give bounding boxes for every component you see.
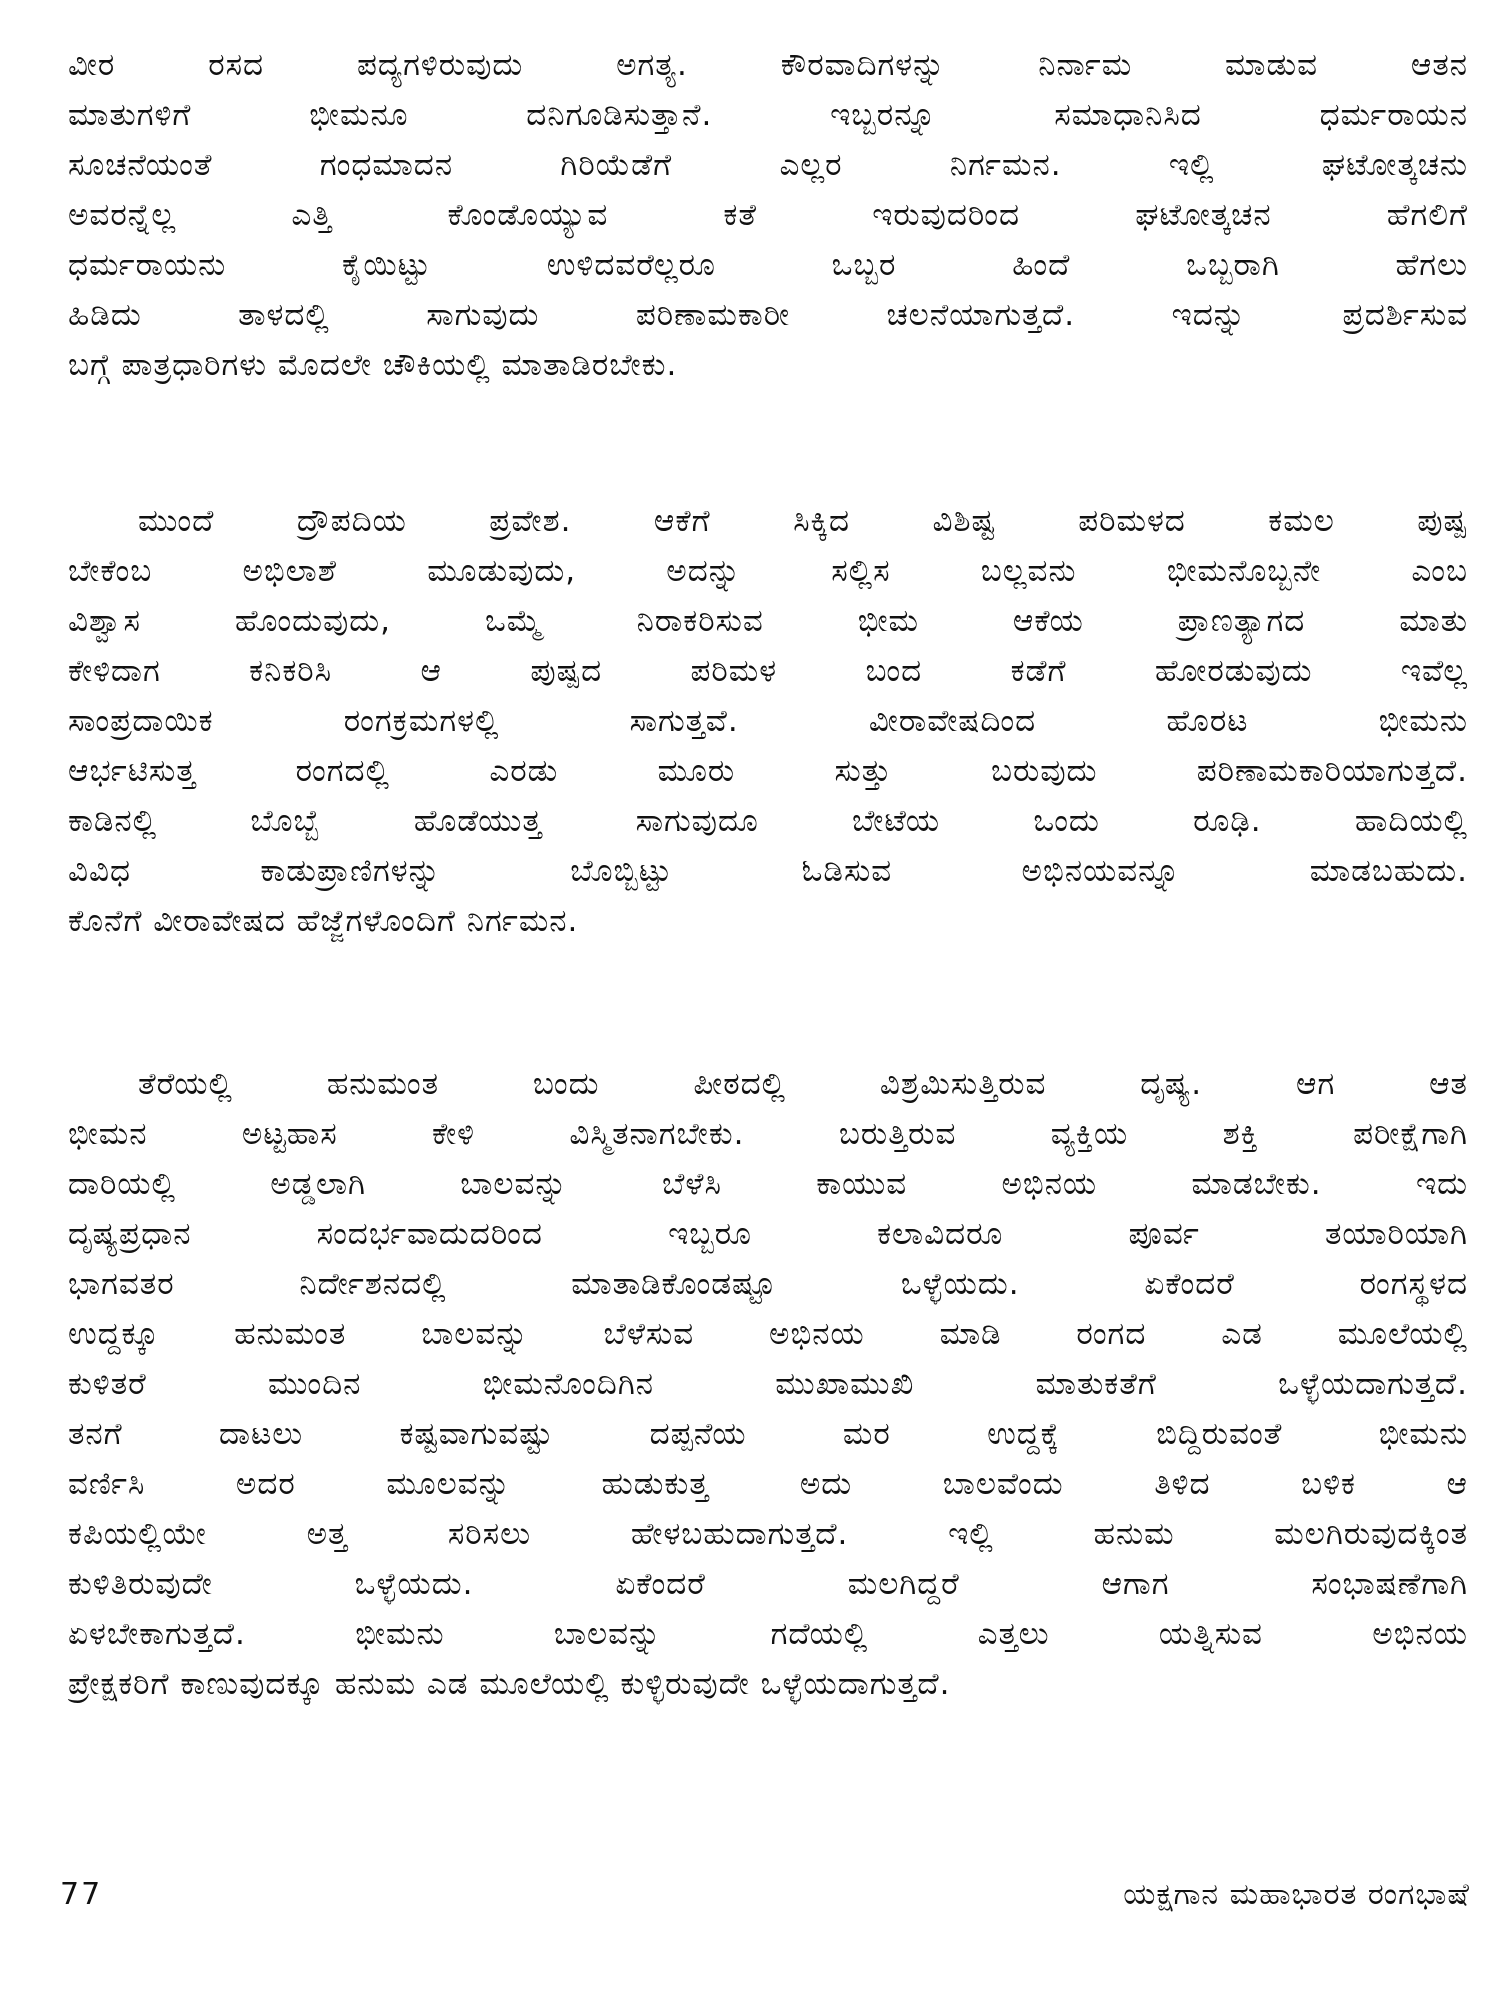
text-line: ತನಗೆ ದಾಟಲು ಕಷ್ಟವಾಗುವಷ್ಟು ದಪ್ಪನೆಯ ಮರ ಉದ್ದಕ್ಕೆ ಬಿದ್ದಿರುವಂತೆ ಭೀಮನು <box>68 1416 1468 1452</box>
paragraph-1 <box>68 40 1468 390</box>
text-line: ವರ್ಣಿಸಿ ಅದರ ಮೂಲವನ್ನು ಹುಡುಕುತ್ತ ಅದು ಬಾಲವೆಂದು ತಿಳಿದ ಬಳಿಕ ಆ <box>68 1466 1468 1502</box>
paragraph-3 <box>68 1059 1468 1709</box>
text-line: ಬಗ್ಗೆ ಪಾತ್ರಧಾರಿಗಳು ಮೊದಲೇ ಚೌಕಿಯಲ್ಲಿ ಮಾತಾಡಿರಬೇಕು. <box>68 347 678 383</box>
text-line: ಕೇಳಿದಾಗ ಕನಿಕರಿಸಿ ಆ ಪುಷ್ಪದ ಪರಿಮಳ ಬಂದ ಕಡೆಗೆ ಹೋರಡುವುದು ಇವೆಲ್ಲ <box>68 653 1468 689</box>
text-line: ವಿಶ್ವಾಸ ಹೊಂದುವುದು, ಒಮ್ಮೆ ನಿರಾಕರಿಸುವ ಭೀಮ ಆಕೆಯ ಪ್ರಾಣತ್ಯಾಗದ ಮಾತು <box>68 603 1468 639</box>
text-line: ಪ್ರೇಕ್ಷಕರಿಗೆ ಕಾಣುವುದಕ್ಕೂ ಹನುಮ ಎಡ ಮೂಲೆಯಲ್ಲಿ ಕುಳ್ಳಿರುವುದೇ ಒಳ್ಳೆಯದಾಗುತ್ತದೆ. <box>68 1666 951 1702</box>
text-line: ಉದ್ದಕ್ಕೂ ಹನುಮಂತ ಬಾಲವನ್ನು ಬೆಳೆಸುವ ಅಭಿನಯ ಮಾಡಿ ರಂಗದ ಎಡ ಮೂಲೆಯಲ್ಲಿ <box>68 1316 1468 1352</box>
text-line: ತೆರೆಯಲ್ಲಿ ಹನುಮಂತ ಬಂದು ಪೀಠದಲ್ಲಿ ವಿಶ್ರಮಿಸುತ್ತಿರುವ ದೃಷ್ಯ. ಆಗ ಆತ <box>138 1066 1468 1102</box>
page-footer <box>60 1875 1470 1915</box>
text-line: ಕೊನೆಗೆ ವೀರಾವೇಷದ ಹೆಜ್ಜೆಗಳೊಂದಿಗೆ ನಿರ್ಗಮನ. <box>68 903 579 939</box>
text-line: ಬೇಕೆಂಬ ಅಭಿಲಾಶೆ ಮೂಡುವುದು, ಅದನ್ನು ಸಲ್ಲಿಸ ಬಲ್ಲವನು ಭೀಮನೊಬ್ಬನೇ ಎಂಬ <box>68 553 1468 589</box>
text-line: ವೀರ ರಸದ ಪದ್ಯಗಳಿರುವುದು ಅಗತ್ಯ. ಕೌರವಾದಿಗಳನ್ನು ನಿರ್ನಾಮ ಮಾಡುವ ಆತನ <box>68 47 1468 83</box>
text-line: ದೃಷ್ಯಪ್ರಧಾನ ಸಂದರ್ಭವಾದುದರಿಂದ ಇಬ್ಬರೂ ಕಲಾವಿದರೂ ಪೂರ್ವ ತಯಾರಿಯಾಗಿ <box>68 1216 1468 1252</box>
text-line: ವಿವಿಧ ಕಾಡುಪ್ರಾಣಿಗಳನ್ನು ಬೊಬ್ಬಿಟ್ಟು ಓಡಿಸುವ ಅಭಿನಯವನ್ನೂ ಮಾಡಬಹುದು. <box>68 853 1468 889</box>
text-line: ದಾರಿಯಲ್ಲಿ ಅಡ್ಡಲಾಗಿ ಬಾಲವನ್ನು ಬೆಳೆಸಿ ಕಾಯುವ ಅಭಿನಯ ಮಾಡಬೇಕು. ಇದು <box>68 1166 1468 1202</box>
paragraph-2 <box>68 496 1468 946</box>
text-line: ಧರ್ಮರಾಯನು ಕೈಯಿಟ್ಟು ಉಳಿದವರೆಲ್ಲರೂ ಒಬ್ಬರ ಹಿಂದೆ ಒಬ್ಬರಾಗಿ ಹೆಗಲು <box>68 247 1468 283</box>
page-number: 77 <box>60 1877 103 1912</box>
text-line: ಏಳಬೇಕಾಗುತ್ತದೆ. ಭೀಮನು ಬಾಲವನ್ನು ಗದೆಯಲ್ಲಿ ಎತ್ತಲು ಯತ್ನಿಸುವ ಅಭಿನಯ <box>68 1616 1468 1652</box>
text-line: ಅವರನ್ನೆಲ್ಲ ಎತ್ತಿ ಕೊಂಡೊಯ್ಯುವ ಕತೆ ಇರುವುದರಿಂದ ಘಟೋತ್ಕಚನ ಹೆಗಲಿಗೆ <box>68 197 1468 233</box>
text-line: ಭಾಗವತರ ನಿರ್ದೇಶನದಲ್ಲಿ ಮಾತಾಡಿಕೊಂಡಷ್ಟೂ ಒಳ್ಳೆಯದು. ಏಕೆಂದರೆ ರಂಗಸ್ಥಳದ <box>68 1266 1468 1302</box>
text-line: ಹಿಡಿದು ತಾಳದಲ್ಲಿ ಸಾಗುವುದು ಪರಿಣಾಮಕಾರೀ ಚಲನೆಯಾಗುತ್ತದೆ. ಇದನ್ನು ಪ್ರದರ್ಶಿಸುವ <box>68 297 1468 333</box>
text-line: ಕಪಿಯಲ್ಲಿಯೇ ಅತ್ತ ಸರಿಸಲು ಹೇಳಬಹುದಾಗುತ್ತದೆ. ಇಲ್ಲಿ ಹನುಮ ಮಲಗಿರುವುದಕ್ಕಿಂತ <box>68 1516 1468 1552</box>
text-line: ಕಾಡಿನಲ್ಲಿ ಬೊಬ್ಬೆ ಹೊಡೆಯುತ್ತ ಸಾಗುವುದೂ ಬೇಟೆಯ ಒಂದು ರೂಢಿ. ಹಾದಿಯಲ್ಲಿ <box>68 803 1468 839</box>
text-line: ಕುಳಿತರೆ ಮುಂದಿನ ಭೀಮನೊಂದಿಗಿನ ಮುಖಾಮುಖಿ ಮಾತುಕತೆಗೆ ಒಳ್ಳೆಯದಾಗುತ್ತದೆ. <box>68 1366 1468 1402</box>
text-line: ಸಾಂಪ್ರದಾಯಿಕ ರಂಗಕ್ರಮಗಳಲ್ಲಿ ಸಾಗುತ್ತವೆ. ವೀರಾವೇಷದಿಂದ ಹೊರಟ ಭೀಮನು <box>68 703 1468 739</box>
text-line: ಭೀಮನ ಅಟ್ಟಹಾಸ ಕೇಳಿ ವಿಸ್ಮಿತನಾಗಬೇಕು. ಬರುತ್ತಿರುವ ವ್ಯಕ್ತಿಯ ಶಕ್ತಿ ಪರೀಕ್ಷೆಗಾಗಿ <box>68 1116 1468 1152</box>
text-line: ಕುಳಿತಿರುವುದೇ ಒಳ್ಳೆಯದು. ಏಕೆಂದರೆ ಮಲಗಿದ್ದರೆ ಆಗಾಗ ಸಂಭಾಷಣೆಗಾಗಿ <box>68 1566 1468 1602</box>
text-line: ಮುಂದೆ ದ್ರೌಪದಿಯ ಪ್ರವೇಶ. ಆಕೆಗೆ ಸಿಕ್ಕಿದ ವಿಶಿಷ್ಟ ಪರಿಮಳದ ಕಮಲ ಪುಷ್ಪ <box>138 503 1468 539</box>
running-title: ಯಕ್ಷಗಾನ ಮಹಾಭಾರತ ರಂಗಭಾಷೆ <box>1123 1877 1470 1912</box>
text-line: ಸೂಚನೆಯಂತೆ ಗಂಧಮಾದನ ಗಿರಿಯೆಡೆಗೆ ಎಲ್ಲರ ನಿರ್ಗಮನ. ಇಲ್ಲಿ ಘಟೋತ್ಕಚನು <box>68 147 1468 183</box>
text-line: ಆರ್ಭಟಿಸುತ್ತ ರಂಗದಲ್ಲಿ ಎರಡು ಮೂರು ಸುತ್ತು ಬರುವುದು ಪರಿಣಾಮಕಾರಿಯಾಗುತ್ತದೆ. <box>68 753 1468 789</box>
text-line: ಮಾತುಗಳಿಗೆ ಭೀಮನೂ ದನಿಗೂಡಿಸುತ್ತಾನೆ. ಇಬ್ಬರನ್ನೂ ಸಮಾಧಾನಿಸಿದ ಧರ್ಮರಾಯನ <box>68 97 1468 133</box>
